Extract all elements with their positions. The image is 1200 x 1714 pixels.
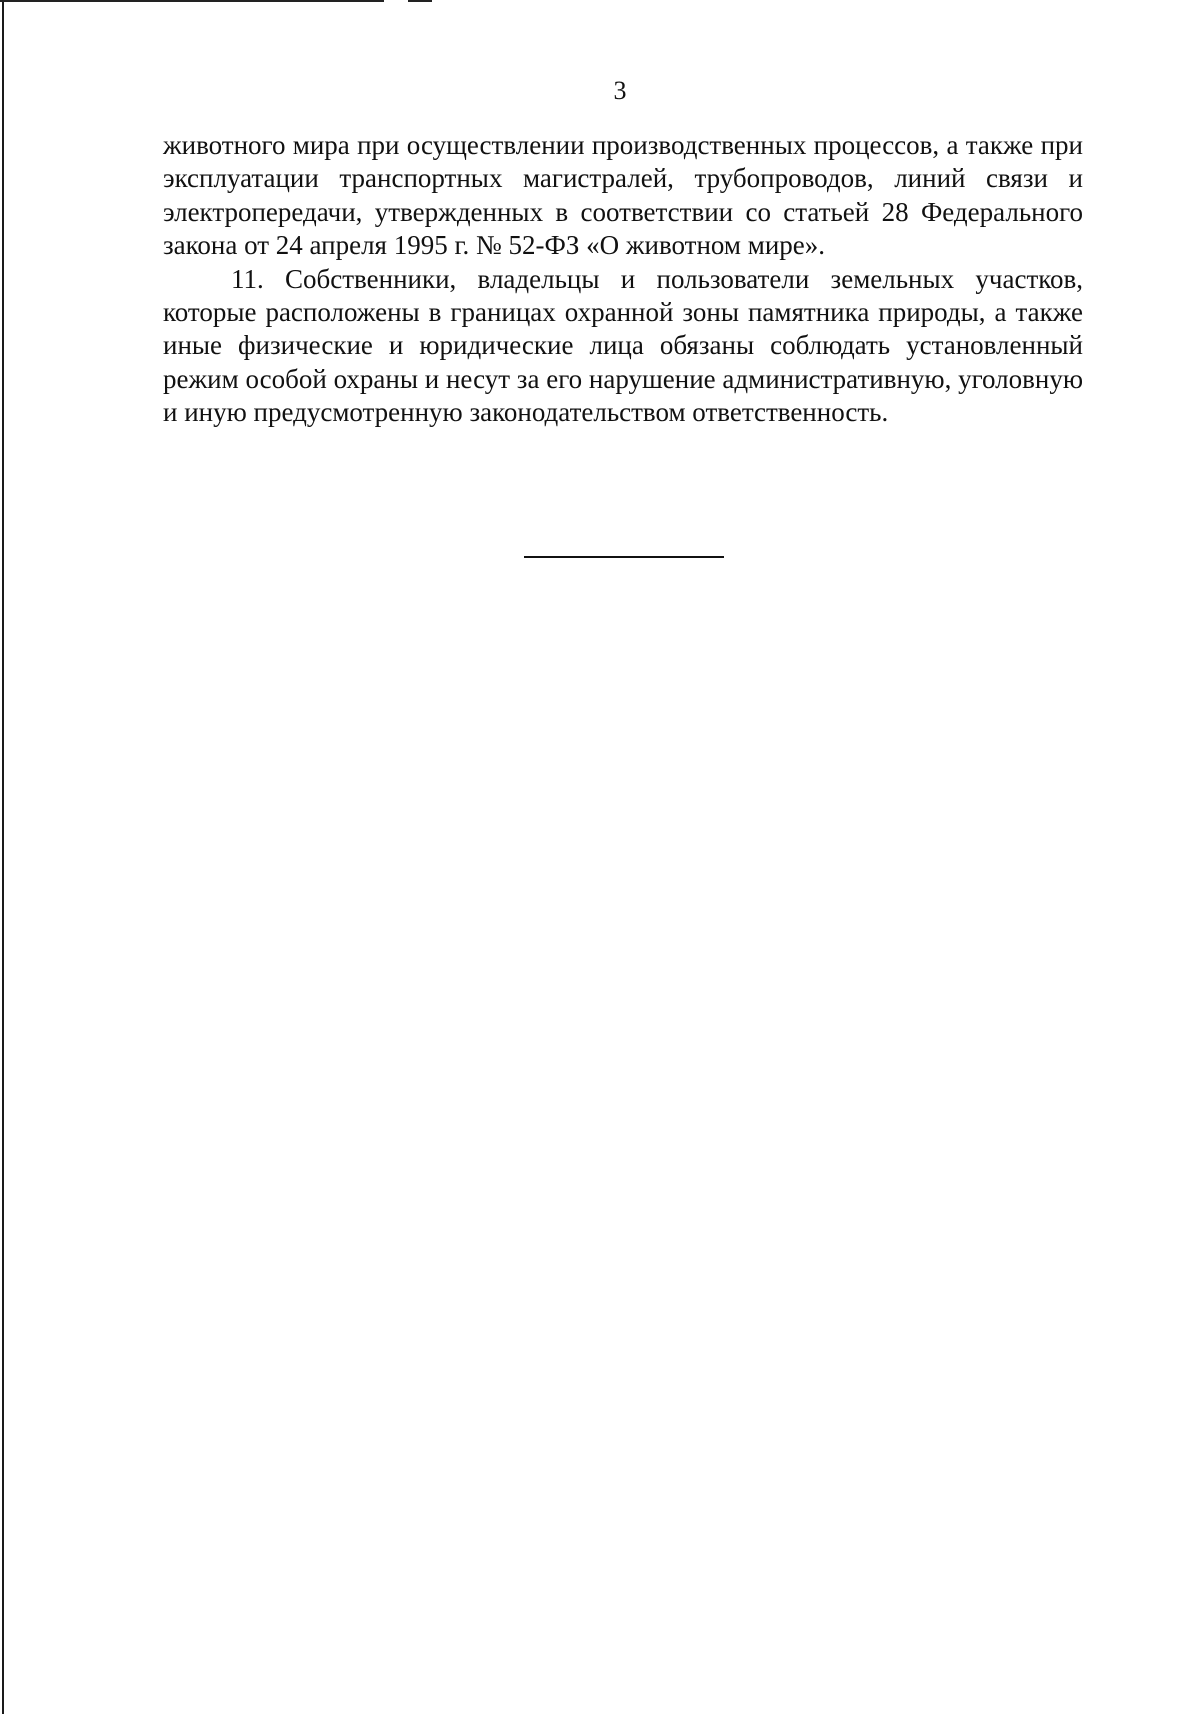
paragraph-item-11: 11. Собственники, владельцы и пользователи земельных участков, которые расположены в границах охранной зоны памятника природы, а также иные физические и юридические лица обязаны соблюдать установленный режим особой охраны и несут за его нарушение административную, уголовную и иную предусмотренную законодательством ответственность. — [163, 263, 1083, 428]
scan-edge-top — [0, 0, 1200, 2]
end-separator-line — [524, 556, 724, 558]
paragraph-continuation: животного мира при осуществлении производственных процессов, а также при эксплуатации транспортных магистралей, трубопроводов, линий связи и электропередачи, утвержденных в соответствии со статьей 28 Федерального закона от 24 апреля 1995 г. № 52-ФЗ «О животном мире». — [163, 130, 1083, 261]
body-text — [163, 129, 1083, 430]
page-number: 3 — [613, 76, 627, 105]
scan-edge-left — [2, 0, 4, 1714]
